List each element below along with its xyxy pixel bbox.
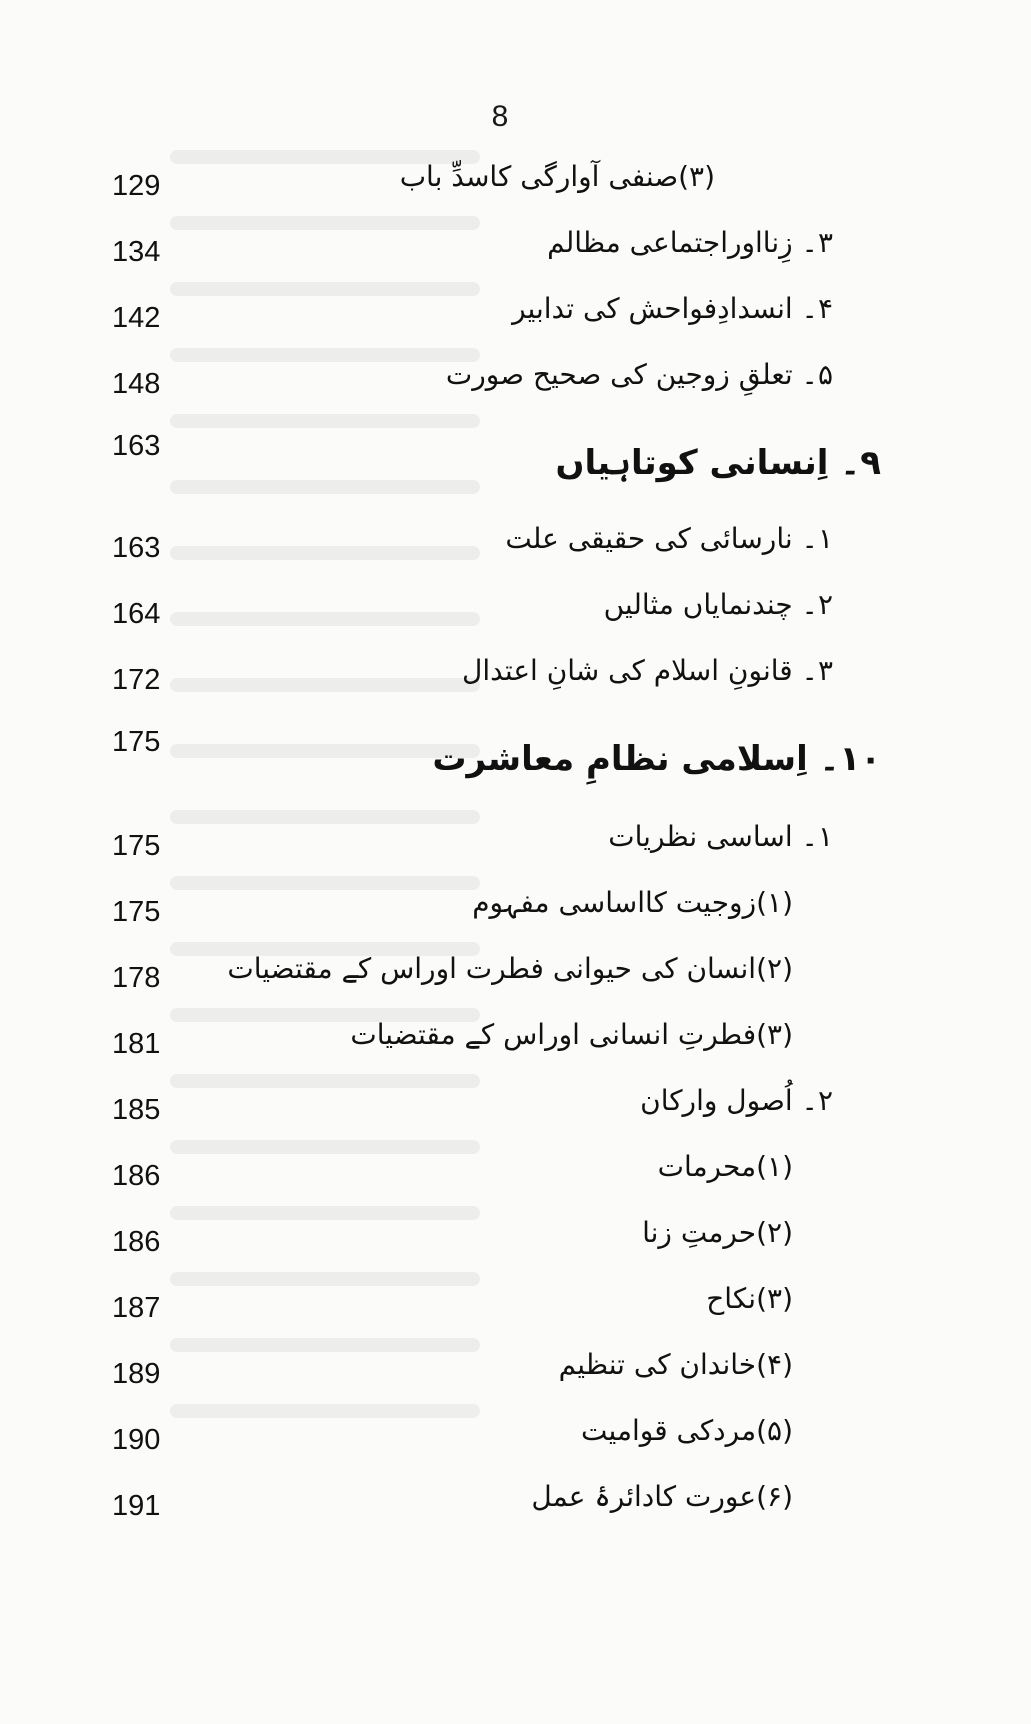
toc-entry[interactable] (0, 654, 1031, 714)
toc-entry[interactable] (0, 226, 1031, 286)
toc-page-number: 191 (112, 1490, 161, 1522)
toc-page-number: 175 (112, 726, 161, 758)
toc-entry-title: (۶)عورت کادائرۂ عمل (531, 1480, 793, 1513)
toc-entry-title: (۵)مردکی قوامیت (581, 1414, 793, 1447)
toc-page-number: 175 (112, 896, 161, 928)
toc-page-number: 148 (112, 368, 161, 400)
toc-section-heading[interactable] (0, 726, 1031, 798)
toc-page-number: 186 (112, 1160, 161, 1192)
toc-entry-title: (۳)فطرتِ انسانی اوراس کے مقتضیات (350, 1018, 793, 1051)
toc-entry[interactable] (0, 1084, 1031, 1144)
toc-entry[interactable] (0, 1018, 1031, 1078)
toc-entry-title: ۳۔ زِنااوراجتماعی مظالم (547, 226, 833, 259)
toc-entry-title: (۳)صنفی آوارگی کاسدِّ باب (399, 160, 715, 193)
toc-entry-title: ۳۔ قانونِ اسلام کی شانِ اعتدال (462, 654, 833, 687)
toc-entry-title: ۴۔ انسدادِفواحش کی تدابیر (512, 292, 833, 325)
toc-entry-title: ۱۔ نارسائی کی حقیقی علت (505, 522, 833, 555)
toc-entry-title: ۲۔ چندنمایاں مثالیں (603, 588, 833, 621)
toc-entry[interactable] (0, 886, 1031, 946)
toc-entry-title: (۱)محرمات (657, 1150, 793, 1183)
toc-entry-title: ۱۔ اساسی نظریات (608, 820, 833, 853)
toc-entry[interactable] (0, 820, 1031, 880)
toc-page-number: 175 (112, 830, 161, 862)
toc-page-number: 164 (112, 598, 161, 630)
toc-page-number: 190 (112, 1424, 161, 1456)
page-number: 8 (491, 100, 509, 133)
toc-page-number: 187 (112, 1292, 161, 1324)
toc-entry[interactable] (0, 358, 1031, 418)
toc-page-number: 185 (112, 1094, 161, 1126)
toc-entry-title: (۱)زوجیت کااساسی مفہوم (472, 886, 793, 919)
toc-entry-title: ۲۔ اُصول وارکان (640, 1084, 833, 1117)
toc-entry-title: (۳)نکاح (706, 1282, 793, 1315)
toc-entry[interactable] (0, 292, 1031, 352)
toc-page-number: 186 (112, 1226, 161, 1258)
toc-entry[interactable] (0, 1282, 1031, 1342)
toc-page-number: 134 (112, 236, 161, 268)
toc-page-number: 172 (112, 664, 161, 696)
toc-page-number: 178 (112, 962, 161, 994)
toc-entry[interactable] (0, 588, 1031, 648)
toc-entry[interactable] (0, 952, 1031, 1012)
toc-page-number: 129 (112, 170, 161, 202)
toc-entry[interactable] (0, 1150, 1031, 1210)
toc-entry[interactable] (0, 1348, 1031, 1408)
toc-page-number: 142 (112, 302, 161, 334)
toc-entry-title: ۵۔ تعلقِ زوجین کی صحیح صورت (445, 358, 833, 391)
toc-page-number: 163 (112, 532, 161, 564)
toc-section-title: ۹۔ اِنسانی کوتاہیاں (555, 443, 881, 483)
toc-entry[interactable] (0, 522, 1031, 582)
toc-entry-title: (۴)خاندان کی تنظیم (558, 1348, 793, 1381)
toc-entry[interactable] (0, 1480, 1031, 1540)
toc-entry[interactable] (0, 1216, 1031, 1276)
toc-entry[interactable] (0, 1414, 1031, 1474)
toc-entry-title: (۲)حرمتِ زنا (642, 1216, 793, 1249)
toc-section-title: ۱۰۔ اِسلامی نظامِ معاشرت (432, 739, 881, 779)
toc-page-number: 181 (112, 1028, 161, 1060)
toc-entry[interactable] (0, 160, 1031, 220)
toc-page-number: 189 (112, 1358, 161, 1390)
toc-entry-title: (۲)انسان کی حیوانی فطرت اوراس کے مقتضیات (227, 952, 793, 985)
toc-section-heading[interactable] (0, 430, 1031, 502)
toc-page-number: 163 (112, 430, 161, 462)
